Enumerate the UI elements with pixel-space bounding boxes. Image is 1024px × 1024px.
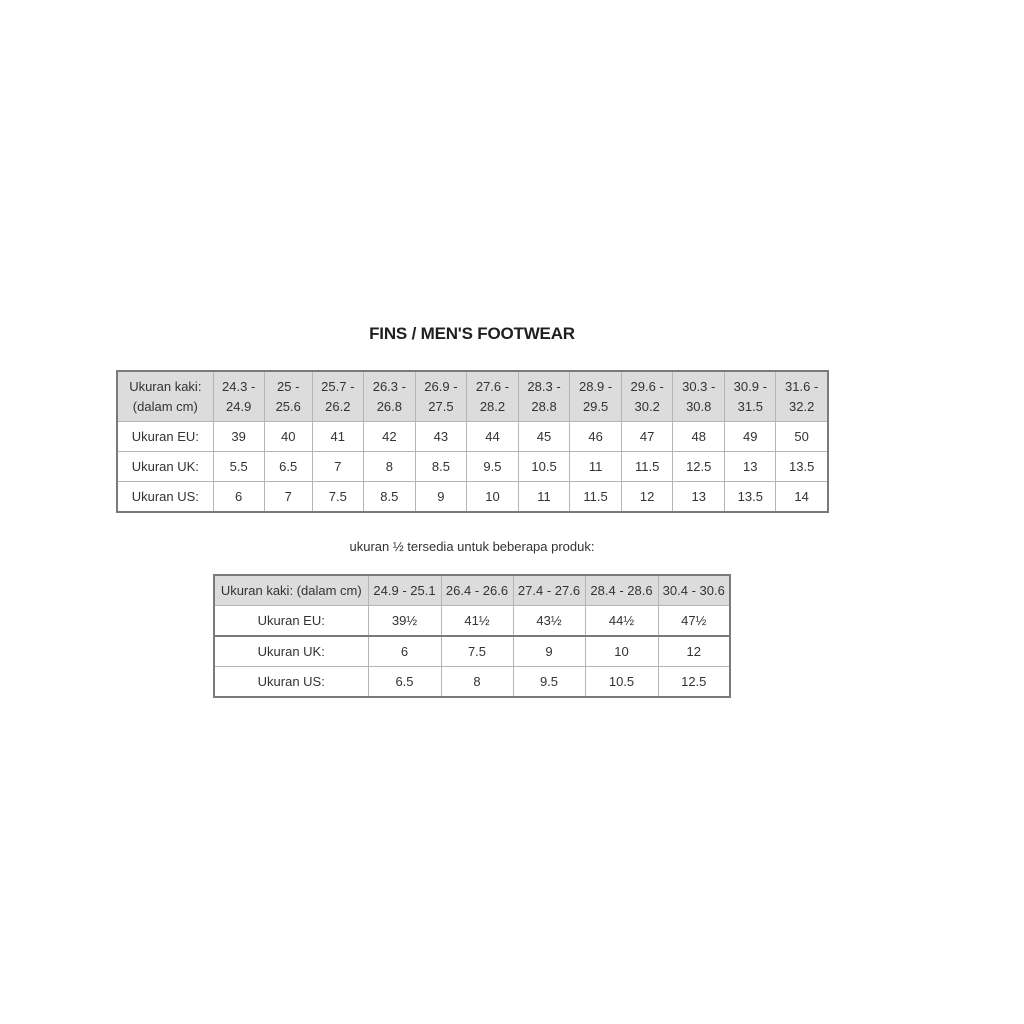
range-end: 26.2 — [325, 398, 351, 414]
header-range-cell — [622, 371, 673, 422]
range-start: 24.3 - — [222, 378, 256, 394]
size-value-cell: 40 — [264, 422, 312, 452]
range-start: 26.3 - — [372, 378, 406, 394]
table-row — [214, 636, 730, 667]
size-value-cell: 9.5 — [513, 667, 585, 698]
range-start: 28.9 - — [578, 378, 613, 394]
size-table-half — [213, 574, 731, 698]
size-value-cell: 6 — [213, 482, 264, 513]
size-value-cell: 39½ — [368, 606, 441, 637]
header-range-cell — [264, 371, 312, 422]
size-value-cell: 10 — [466, 482, 518, 513]
row-label: Ukuran UK: — [117, 452, 213, 482]
header-range-cell: 28.4 - 28.6 — [585, 575, 658, 606]
table-row — [117, 422, 828, 452]
size-value-cell: 39 — [213, 422, 264, 452]
header-range-cell — [312, 371, 363, 422]
size-value-cell: 42 — [363, 422, 415, 452]
header-range-cell: 24.9 - 25.1 — [368, 575, 441, 606]
row-label: Ukuran US: — [214, 667, 368, 698]
size-value-cell: 43 — [415, 422, 466, 452]
size-value-cell: 13 — [673, 482, 725, 513]
range-start: 27.6 - — [475, 378, 510, 394]
size-value-cell: 46 — [570, 422, 622, 452]
size-value-cell: 6.5 — [368, 667, 441, 698]
header-label-cell — [117, 371, 213, 422]
size-value-cell: 14 — [776, 482, 828, 513]
header-range-cell: 30.4 - 30.6 — [658, 575, 730, 606]
header-range-cell — [570, 371, 622, 422]
size-value-cell: 7.5 — [312, 482, 363, 513]
header-label-line: Ukuran kaki: — [129, 378, 202, 394]
range-start: 25 - — [277, 378, 300, 394]
range-start: 31.6 - — [785, 378, 819, 394]
table-row — [117, 482, 828, 513]
header-label-cell: Ukuran kaki: (dalam cm) — [214, 575, 368, 606]
size-value-cell: 49 — [725, 422, 776, 452]
range-start: 25.7 - — [321, 378, 355, 394]
header-range-cell — [725, 371, 776, 422]
size-value-cell: 9 — [415, 482, 466, 513]
size-value-cell: 41½ — [441, 606, 513, 637]
range-end: 24.9 — [226, 398, 252, 414]
size-value-cell: 44 — [466, 422, 518, 452]
size-value-cell: 8 — [441, 667, 513, 698]
size-value-cell: 10 — [585, 636, 658, 667]
size-value-cell: 5.5 — [213, 452, 264, 482]
size-value-cell: 11.5 — [570, 482, 622, 513]
size-value-cell: 50 — [776, 422, 828, 452]
range-start: 29.6 - — [630, 378, 664, 394]
size-value-cell: 43½ — [513, 606, 585, 637]
range-start: 30.3 - — [682, 378, 716, 394]
header-range-cell: 26.4 - 26.6 — [441, 575, 513, 606]
range-end: 31.5 — [737, 398, 763, 414]
range-end: 30.8 — [686, 398, 712, 414]
header-label-line: (dalam cm) — [132, 398, 198, 414]
size-value-cell: 6.5 — [264, 452, 312, 482]
header-range-cell: 27.4 - 27.6 — [513, 575, 585, 606]
size-value-cell: 7.5 — [441, 636, 513, 667]
header-range-cell — [519, 371, 570, 422]
size-value-cell: 11 — [570, 452, 622, 482]
row-label: Ukuran UK: — [214, 636, 368, 667]
size-value-cell: 13.5 — [725, 482, 776, 513]
size-value-cell: 8 — [363, 452, 415, 482]
row-label: Ukuran EU: — [214, 606, 368, 637]
size-value-cell: 11 — [519, 482, 570, 513]
table-row — [214, 667, 730, 698]
header-range-cell — [363, 371, 415, 422]
half-size-note: ukuran ½ tersedia untuk beberapa produk: — [349, 539, 595, 554]
range-end: 27.5 — [428, 398, 454, 414]
header-range-cell — [776, 371, 828, 422]
size-value-cell: 11.5 — [622, 452, 673, 482]
page-title: FINS / MEN'S FOOTWEAR — [369, 324, 575, 343]
size-value-cell: 12.5 — [673, 452, 725, 482]
size-value-cell: 13 — [725, 452, 776, 482]
size-value-cell: 12 — [622, 482, 673, 513]
size-value-cell: 13.5 — [776, 452, 828, 482]
range-end: 28.2 — [479, 398, 506, 414]
size-value-cell: 9.5 — [466, 452, 518, 482]
size-value-cell: 10.5 — [585, 667, 658, 698]
size-value-cell: 8.5 — [363, 482, 415, 513]
row-label: Ukuran US: — [117, 482, 213, 513]
table-header-row — [117, 371, 828, 422]
range-end: 28.8 — [531, 398, 557, 414]
range-end: 30.2 — [634, 398, 660, 414]
size-value-cell: 6 — [368, 636, 441, 667]
range-end: 32.2 — [789, 398, 815, 414]
range-start: 26.9 - — [424, 378, 458, 394]
size-value-cell: 9 — [513, 636, 585, 667]
range-end: 26.8 — [376, 398, 402, 414]
range-end: 29.5 — [582, 398, 609, 414]
header-range-cell — [213, 371, 264, 422]
size-value-cell: 48 — [673, 422, 725, 452]
size-value-cell: 12 — [658, 636, 730, 667]
size-value-cell: 7 — [264, 482, 312, 513]
size-value-cell: 44½ — [585, 606, 658, 637]
size-value-cell: 47 — [622, 422, 673, 452]
table-row — [214, 606, 730, 637]
header-range-cell — [415, 371, 466, 422]
size-value-cell: 10.5 — [519, 452, 570, 482]
size-value-cell: 45 — [519, 422, 570, 452]
range-start: 30.9 - — [733, 378, 767, 394]
table-row — [117, 452, 828, 482]
table-header-row — [214, 575, 730, 606]
range-end: 25.6 — [275, 398, 301, 414]
header-range-cell — [673, 371, 725, 422]
size-value-cell: 41 — [312, 422, 363, 452]
size-value-cell: 8.5 — [415, 452, 466, 482]
size-value-cell: 7 — [312, 452, 363, 482]
size-table-main — [116, 370, 829, 513]
size-value-cell: 12.5 — [658, 667, 730, 698]
size-value-cell: 47½ — [658, 606, 730, 637]
row-label: Ukuran EU: — [117, 422, 213, 452]
range-start: 28.3 - — [527, 378, 561, 394]
header-range-cell — [466, 371, 518, 422]
